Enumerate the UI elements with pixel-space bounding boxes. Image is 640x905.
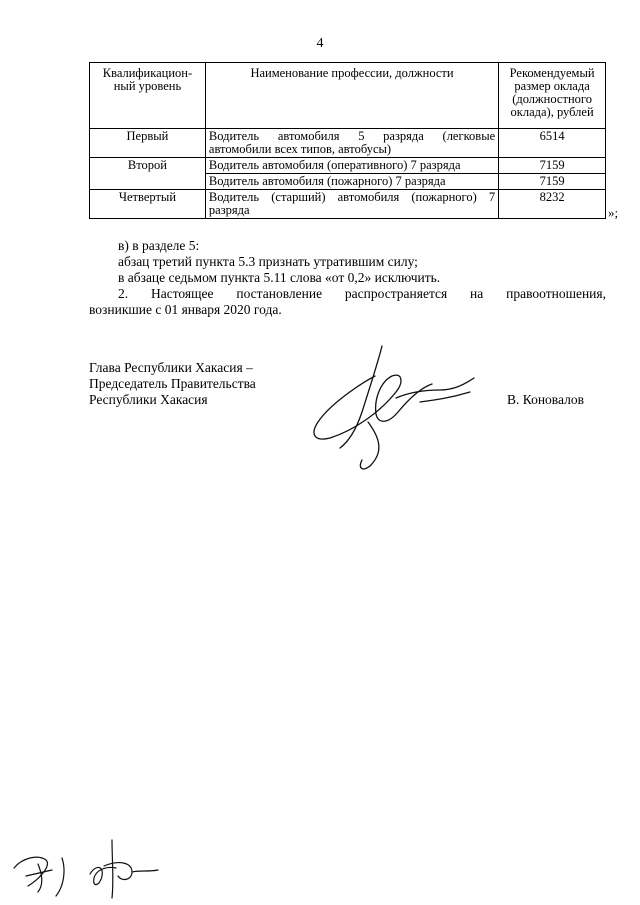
amendment-text (89, 238, 606, 318)
signer-name: В. Коновалов (507, 392, 584, 407)
row-level: Первый (90, 129, 206, 158)
closing-quote-mark: »; (608, 205, 619, 220)
row-profession: Водитель автомобиля (оперативного) 7 разряда (205, 158, 498, 174)
paragraph-line: возникшие с 01 января 2020 года. (89, 302, 282, 317)
signatory-title-line: Республики Хакасия (89, 392, 208, 407)
row-salary: 7159 (499, 158, 606, 174)
paragraph-line: в) в разделе 5: (118, 238, 200, 253)
row-level: Четвертый (90, 190, 206, 219)
handwritten-initials (8, 830, 168, 900)
table-row (90, 129, 606, 158)
header-qualification-level: Квалификацион-ный уровень (90, 63, 206, 129)
paragraph-line: 2. Настоящее постановление распространяется на правоотношения, (118, 286, 606, 301)
handwritten-signature (300, 342, 490, 472)
signatory-title-line: Председатель Правительства (89, 376, 256, 391)
table-row (90, 158, 606, 174)
row-profession: Водитель (старший) автомобиля (пожарного) 7 разряда (205, 190, 498, 219)
row-profession: Водитель автомобиля (пожарного) 7 разряда (205, 174, 498, 190)
salary-table (89, 62, 606, 219)
table-row (90, 190, 606, 219)
row-salary: 7159 (499, 174, 606, 190)
paragraph-line: абзац третий пункта 5.3 признать утратившим силу; (118, 254, 418, 269)
row-profession: Водитель автомобиля 5 разряда (легковые автомобили всех типов, автобусы) (205, 129, 498, 158)
row-salary: 8232 (499, 190, 606, 219)
table-header-row (90, 63, 606, 129)
row-salary: 6514 (499, 129, 606, 158)
row-level: Второй (90, 158, 206, 190)
header-recommended-salary: Рекомендуемый размер оклада (должностного оклада), рублей (499, 63, 606, 129)
signatory-title-line: Глава Республики Хакасия – (89, 360, 253, 375)
page-number: 4 (316, 36, 324, 51)
header-profession-name: Наименование профессии, должности (205, 63, 498, 129)
signatory-title (89, 360, 256, 408)
paragraph-line: в абзаце седьмом пункта 5.11 слова «от 0,2» исключить. (118, 270, 441, 285)
